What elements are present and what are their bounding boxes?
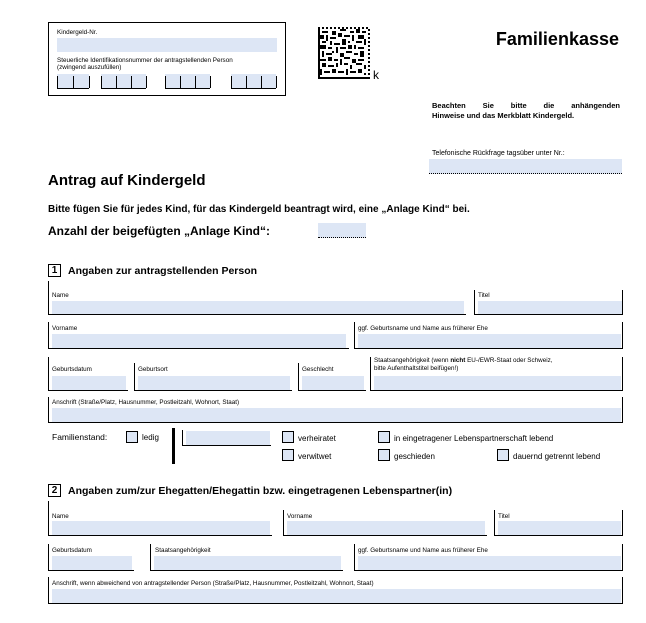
notice-line-1: Beachten Sie bitte die anhängenden — [432, 101, 620, 110]
form-title: Antrag auf Kindergeld — [48, 172, 206, 189]
seit-field[interactable] — [186, 431, 270, 445]
barcode-suffix: k — [373, 68, 379, 82]
s1-geschlecht-label: Geschlecht — [302, 366, 334, 373]
s1-geburtsdatum-field[interactable] — [52, 376, 126, 390]
s1-vorname-label: Vorname — [52, 325, 78, 332]
verheiratet-label: verheiratet — [298, 434, 336, 443]
steuer-id-label: Steuerliche Identifikationsnummer der antragstellenden Person — [57, 57, 233, 64]
s1-name-field[interactable] — [52, 301, 464, 314]
lebenspartnerschaft-checkbox[interactable] — [378, 431, 390, 443]
s1-geschlecht-field[interactable] — [302, 376, 364, 390]
s1-geburtsort-field[interactable] — [138, 376, 290, 390]
s2-geburtsname-label: ggf. Geburtsname und Name aus früherer Ehe — [358, 547, 488, 554]
s2-name-field[interactable] — [52, 521, 270, 535]
section-1-number: 1 — [48, 264, 61, 277]
anlage-count-field[interactable] — [318, 223, 366, 238]
s1-geburtsort-label: Geburtsort — [138, 366, 168, 373]
agency-title: Familienkasse — [495, 29, 619, 49]
ledig-checkbox[interactable] — [126, 431, 138, 443]
anlage-count-label: Anzahl der beigefügten „Anlage Kind“: — [48, 224, 271, 238]
s1-name-label: Name — [52, 292, 69, 299]
notice-line-2: Hinweise und das Merkblatt Kindergeld. — [432, 111, 575, 120]
getrennt-label: dauernd getrennt lebend — [513, 452, 601, 461]
s1-staatsang-field[interactable] — [374, 376, 621, 390]
phone-field[interactable] — [429, 159, 622, 174]
section-1-title: Angaben zur antragstellenden Person — [68, 265, 258, 277]
s1-geburtsdatum-label: Geburtsdatum — [52, 366, 92, 373]
s1-titel-field[interactable] — [478, 301, 622, 314]
s2-staatsang-label: Staatsangehörigkeit — [155, 547, 211, 554]
datamatrix-barcode — [318, 27, 370, 79]
s2-vorname-field[interactable] — [287, 521, 485, 535]
section-2-title: Angaben zum/zur Ehegatten/Ehegattin bzw. eingetragenen Lebenspartner(in) — [68, 485, 453, 497]
s2-name-label: Name — [52, 513, 69, 520]
lebenspartnerschaft-label: in eingetragener Lebenspartnerschaft lebend — [394, 434, 554, 443]
s1-anschrift-field[interactable] — [52, 408, 621, 422]
kindergeld-nr-field[interactable] — [57, 38, 277, 52]
familienstand-label: Familienstand: — [52, 432, 108, 442]
s2-vorname-label: Vorname — [287, 513, 313, 520]
section-2-number: 2 — [48, 484, 61, 497]
form-instruction: Bitte fügen Sie für jedes Kind, für das Kindergeld beantragt wird, eine „Anlage Kind“ bei. — [48, 204, 470, 215]
s1-anschrift-label: Anschrift (Straße/Platz, Hausnummer, Postleitzahl, Wohnort, Staat) — [52, 399, 240, 406]
familienstand-divider — [172, 428, 175, 464]
s2-titel-label: Titel — [498, 513, 510, 520]
s2-geburtsdatum-field[interactable] — [52, 556, 132, 570]
s2-anschrift-field[interactable] — [52, 589, 621, 603]
s2-titel-field[interactable] — [498, 521, 621, 535]
s1-vorname-field[interactable] — [52, 334, 346, 348]
verwitwet-checkbox[interactable] — [282, 449, 294, 461]
s1-staatsang-label: Staatsangehörigkeit (wenn nicht EU-/EWR-Staat oder Schweiz, — [374, 357, 553, 364]
geschieden-label: geschieden — [394, 452, 435, 461]
s1-titel-label: Titel — [478, 292, 490, 299]
kindergeld-nr-label: Kindergeld-Nr. — [57, 29, 98, 36]
s2-geburtsdatum-label: Geburtsdatum — [52, 547, 92, 554]
phone-label: Telefonische Rückfrage tagsüber unter Nr.: — [432, 150, 565, 157]
steuer-id-label-2: (zwingend auszufüllen) — [57, 64, 122, 71]
s2-geburtsname-field[interactable] — [358, 556, 621, 570]
verwitwet-label: verwitwet — [298, 452, 332, 461]
getrennt-checkbox[interactable] — [497, 449, 509, 461]
s1-staatsang-label-2: bitte Aufenthaltstitel beifügen!) — [374, 365, 459, 372]
s2-staatsang-field[interactable] — [154, 556, 341, 570]
s1-geburtsname-field[interactable] — [358, 334, 621, 348]
geschieden-checkbox[interactable] — [378, 449, 390, 461]
ledig-label: ledig — [142, 433, 159, 442]
s2-anschrift-label: Anschrift, wenn abweichend von antragstellender Person (Straße/Platz, Hausnummer, Postleitzahl, Wohnort, Staat) — [52, 580, 374, 587]
verheiratet-checkbox[interactable] — [282, 431, 294, 443]
s1-geburtsname-label: ggf. Geburtsname und Name aus früherer Ehe — [358, 325, 488, 332]
